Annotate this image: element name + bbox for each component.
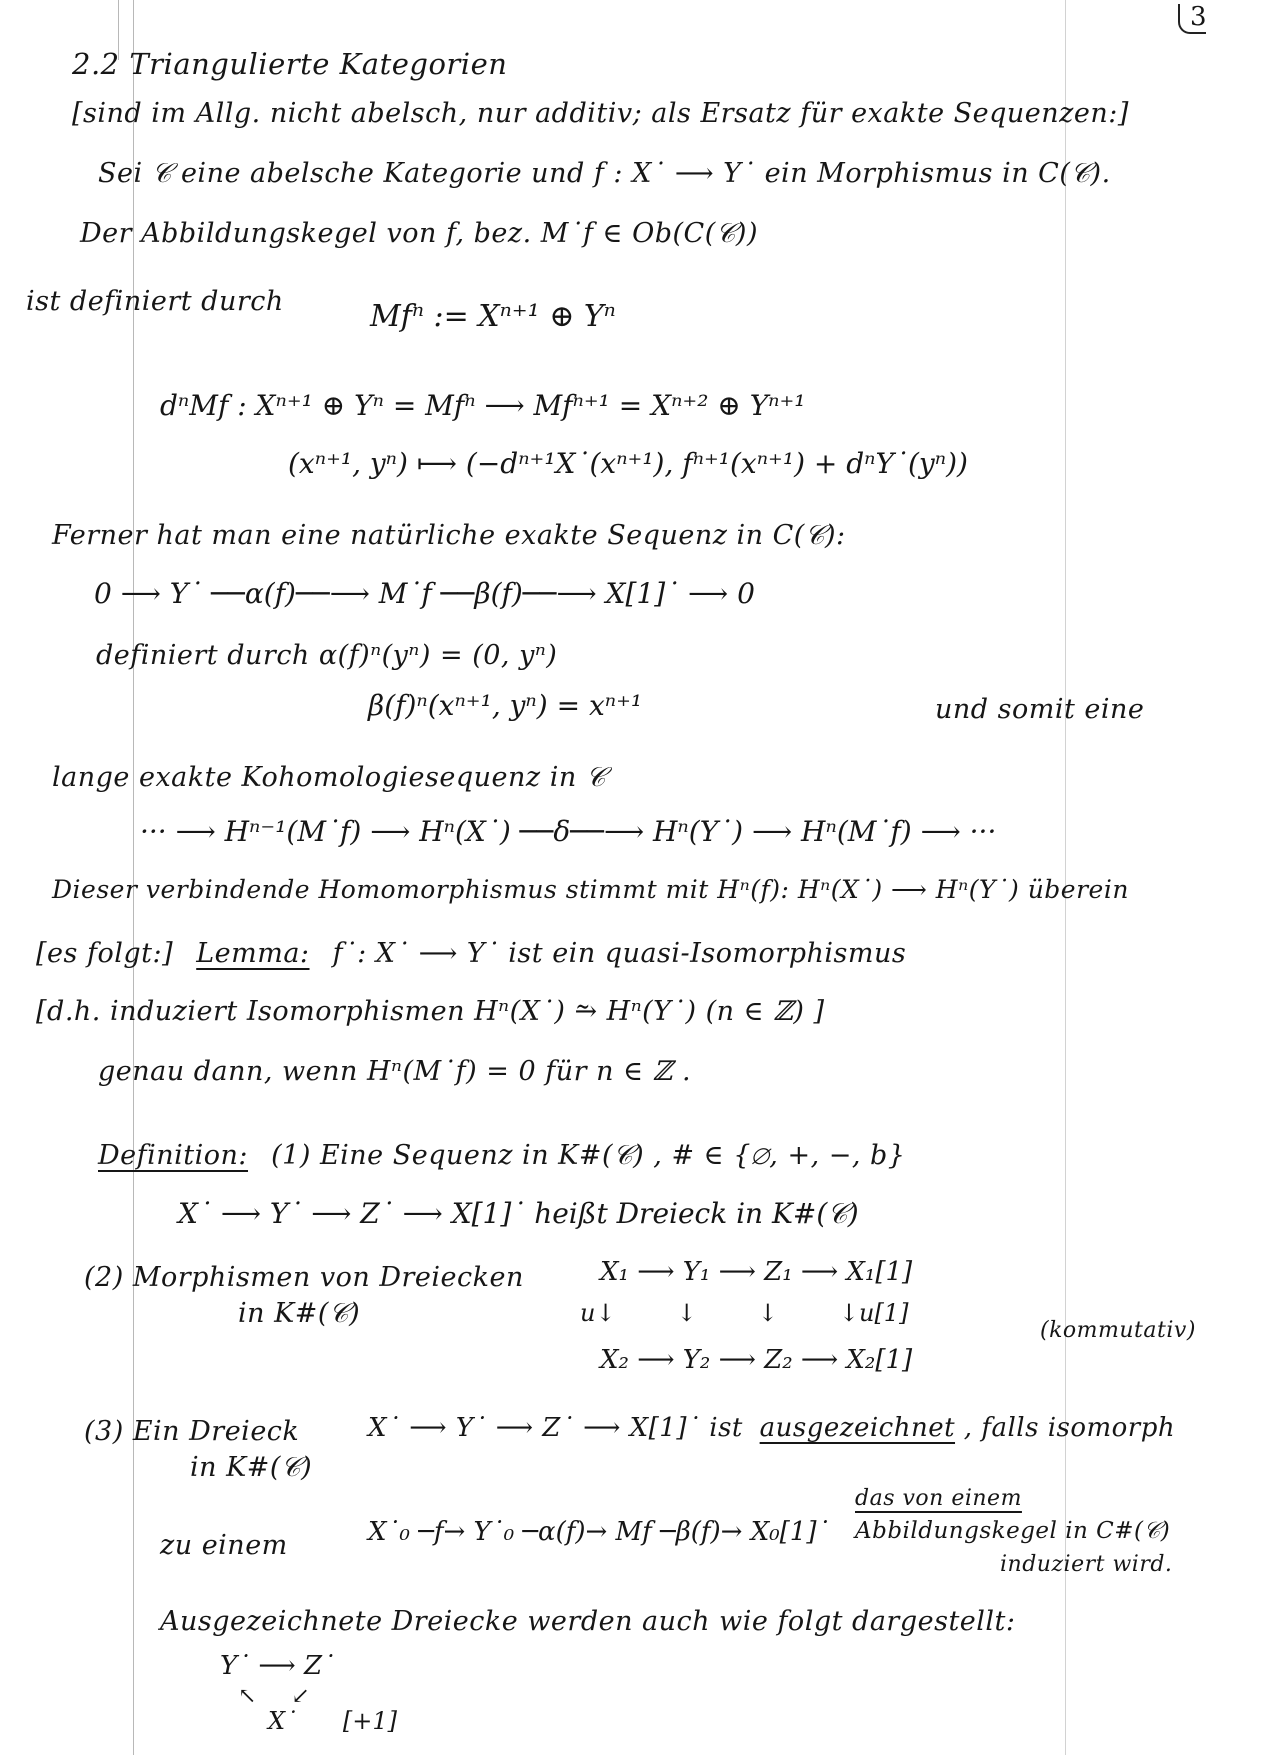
line-iff-condition: genau dann, wenn Hⁿ(M˙f) = 0 für n ∈ ℤ . — [98, 1056, 692, 1087]
distinguished-condition: , falls isomorph — [963, 1413, 1176, 1443]
distinguished-triangle-formula: X˙ ⟶ Y˙ ⟶ Z˙ ⟶ X[1]˙ ist — [368, 1413, 743, 1443]
diagram-row-top: X₁ ⟶ Y₁ ⟶ Z₁ ⟶ X₁[1] — [600, 1257, 913, 1287]
line-cone-definition: Der Abbildungskegel von f, bez. M˙f ∈ Ob(C(𝒞)) — [80, 218, 758, 249]
definition-part-2-label: (2) Morphismen von Dreiecken — [84, 1262, 524, 1293]
page-number: 3 — [1190, 2, 1207, 32]
section-heading-text: 2.2 Triangulierte Kategorien — [72, 47, 508, 81]
line-distinguished-representation: Ausgezeichnete Dreiecke werden auch wie folgt dargestellt: — [160, 1606, 1016, 1637]
definition-part-1: (1) Eine Sequenz in K#(𝒞) , # ∈ {∅, +, −, b} — [271, 1140, 906, 1171]
line-natural-sequence: Ferner hat man eine natürliche exakte Sequenz in C(𝒞): — [52, 520, 846, 551]
definition-label: Definition: — [98, 1140, 249, 1171]
line-lemma — [36, 938, 906, 969]
line-connecting-homomorphism: Dieser verbindende Homomorphismus stimmt mit Hⁿ(f): Hⁿ(X˙) ⟶ Hⁿ(Y˙) überein — [52, 875, 1129, 904]
diagram-commutative-note: (kommutativ) — [1040, 1318, 1196, 1343]
definition-part-3-label: (3) Ein Dreieck — [84, 1416, 300, 1447]
line-long-exact-sequence: lange exakte Kohomologiesequenz in 𝒞 — [52, 762, 607, 793]
line-alpha-definition: definiert durch α(f)ⁿ(yⁿ) = (0, yⁿ) — [96, 640, 558, 671]
formula-beta-definition: β(f)ⁿ(xⁿ⁺¹, yⁿ) = xⁿ⁺¹ — [368, 689, 643, 722]
line-defined-by-label: ist definiert durch — [26, 286, 284, 317]
section-heading — [72, 48, 507, 81]
cone-note-bottom: induziert wird. — [1000, 1552, 1173, 1577]
line-isomorphisms: [d.h. induziert Isomorphismen Hⁿ(X˙) ⥲ Hⁿ(Y˙) (n ∈ ℤ) ] — [36, 996, 825, 1027]
line-definition-1 — [98, 1140, 905, 1171]
line-to-a: zu einem — [160, 1530, 288, 1561]
intro-note: [sind im Allg. nicht abelsch, nur additiv; als Ersatz für exakte Sequenzen:] — [72, 98, 1129, 129]
lemma-statement: f˙: X˙ ⟶ Y˙ ist ein quasi-Isomorphismus — [332, 938, 907, 969]
diagram-row-arrows: u↓ ↓ ↓ ↓u[1] — [580, 1299, 909, 1327]
cone-note-middle: Abbildungskegel in C#(𝒞) — [855, 1518, 1171, 1544]
triangle-diagram-top: Y˙ ⟶ Z˙ — [220, 1651, 336, 1681]
formula-short-exact-sequence: 0 ⟶ Y˙ ──α(f)──⟶ M˙f ──β(f)──⟶ X[1]˙ ⟶ 0 — [94, 577, 755, 610]
cone-note-top: das von einem — [855, 1486, 1022, 1511]
diagram-row-bottom: X₂ ⟶ Y₂ ⟶ Z₂ ⟶ X₂[1] — [600, 1345, 913, 1375]
formula-cone-components: Mfⁿ := Xⁿ⁺¹ ⊕ Yⁿ — [370, 299, 616, 334]
lemma-label: Lemma: — [196, 938, 310, 969]
formula-cone-differential: dⁿMf : Xⁿ⁺¹ ⊕ Yⁿ = Mfⁿ ⟶ Mfⁿ⁺¹ = Xⁿ⁺² ⊕ Yⁿ⁺¹ — [160, 389, 806, 422]
line-distinguished-triangle — [368, 1414, 1175, 1444]
formula-differential-map: (xⁿ⁺¹, yⁿ) ⟼ (−dⁿ⁺¹X˙(xⁿ⁺¹), fⁿ⁺¹(xⁿ⁺¹) + dⁿY˙(yⁿ)) — [288, 447, 968, 480]
formula-triangle: X˙ ⟶ Y˙ ⟶ Z˙ ⟶ X[1]˙ heißt Dreieck in K#(𝒞) — [178, 1197, 859, 1230]
definition-part-3-sub: in K#(𝒞) — [190, 1452, 313, 1483]
formula-cone-triangle: X˙₀ ─f→ Y˙₀ ─α(f)→ Mf ─β(f)→ X₀[1]˙ — [368, 1517, 830, 1547]
formula-cohomology-sequence: ··· ⟶ Hⁿ⁻¹(M˙f) ⟶ Hⁿ(X˙) ──δ──⟶ Hⁿ(Y˙) ⟶ Hⁿ(M˙f) ⟶ ··· — [140, 815, 997, 848]
line-category: Sei 𝒞 eine abelsche Kategorie und f : X˙ ⟶ Y˙ ein Morphismus in C(𝒞). — [98, 158, 1111, 189]
line-and-thus: und somit eine — [935, 694, 1145, 725]
lemma-bracket: [es folgt:] — [36, 938, 174, 969]
triangle-diagram-bottom: X˙ [+1] — [268, 1707, 397, 1735]
distinguished-term: ausgezeichnet — [759, 1413, 956, 1443]
triangle-diagram-arrows: ↖ ↙ — [238, 1684, 310, 1709]
definition-part-2-sub: in K#(𝒞) — [238, 1298, 361, 1329]
